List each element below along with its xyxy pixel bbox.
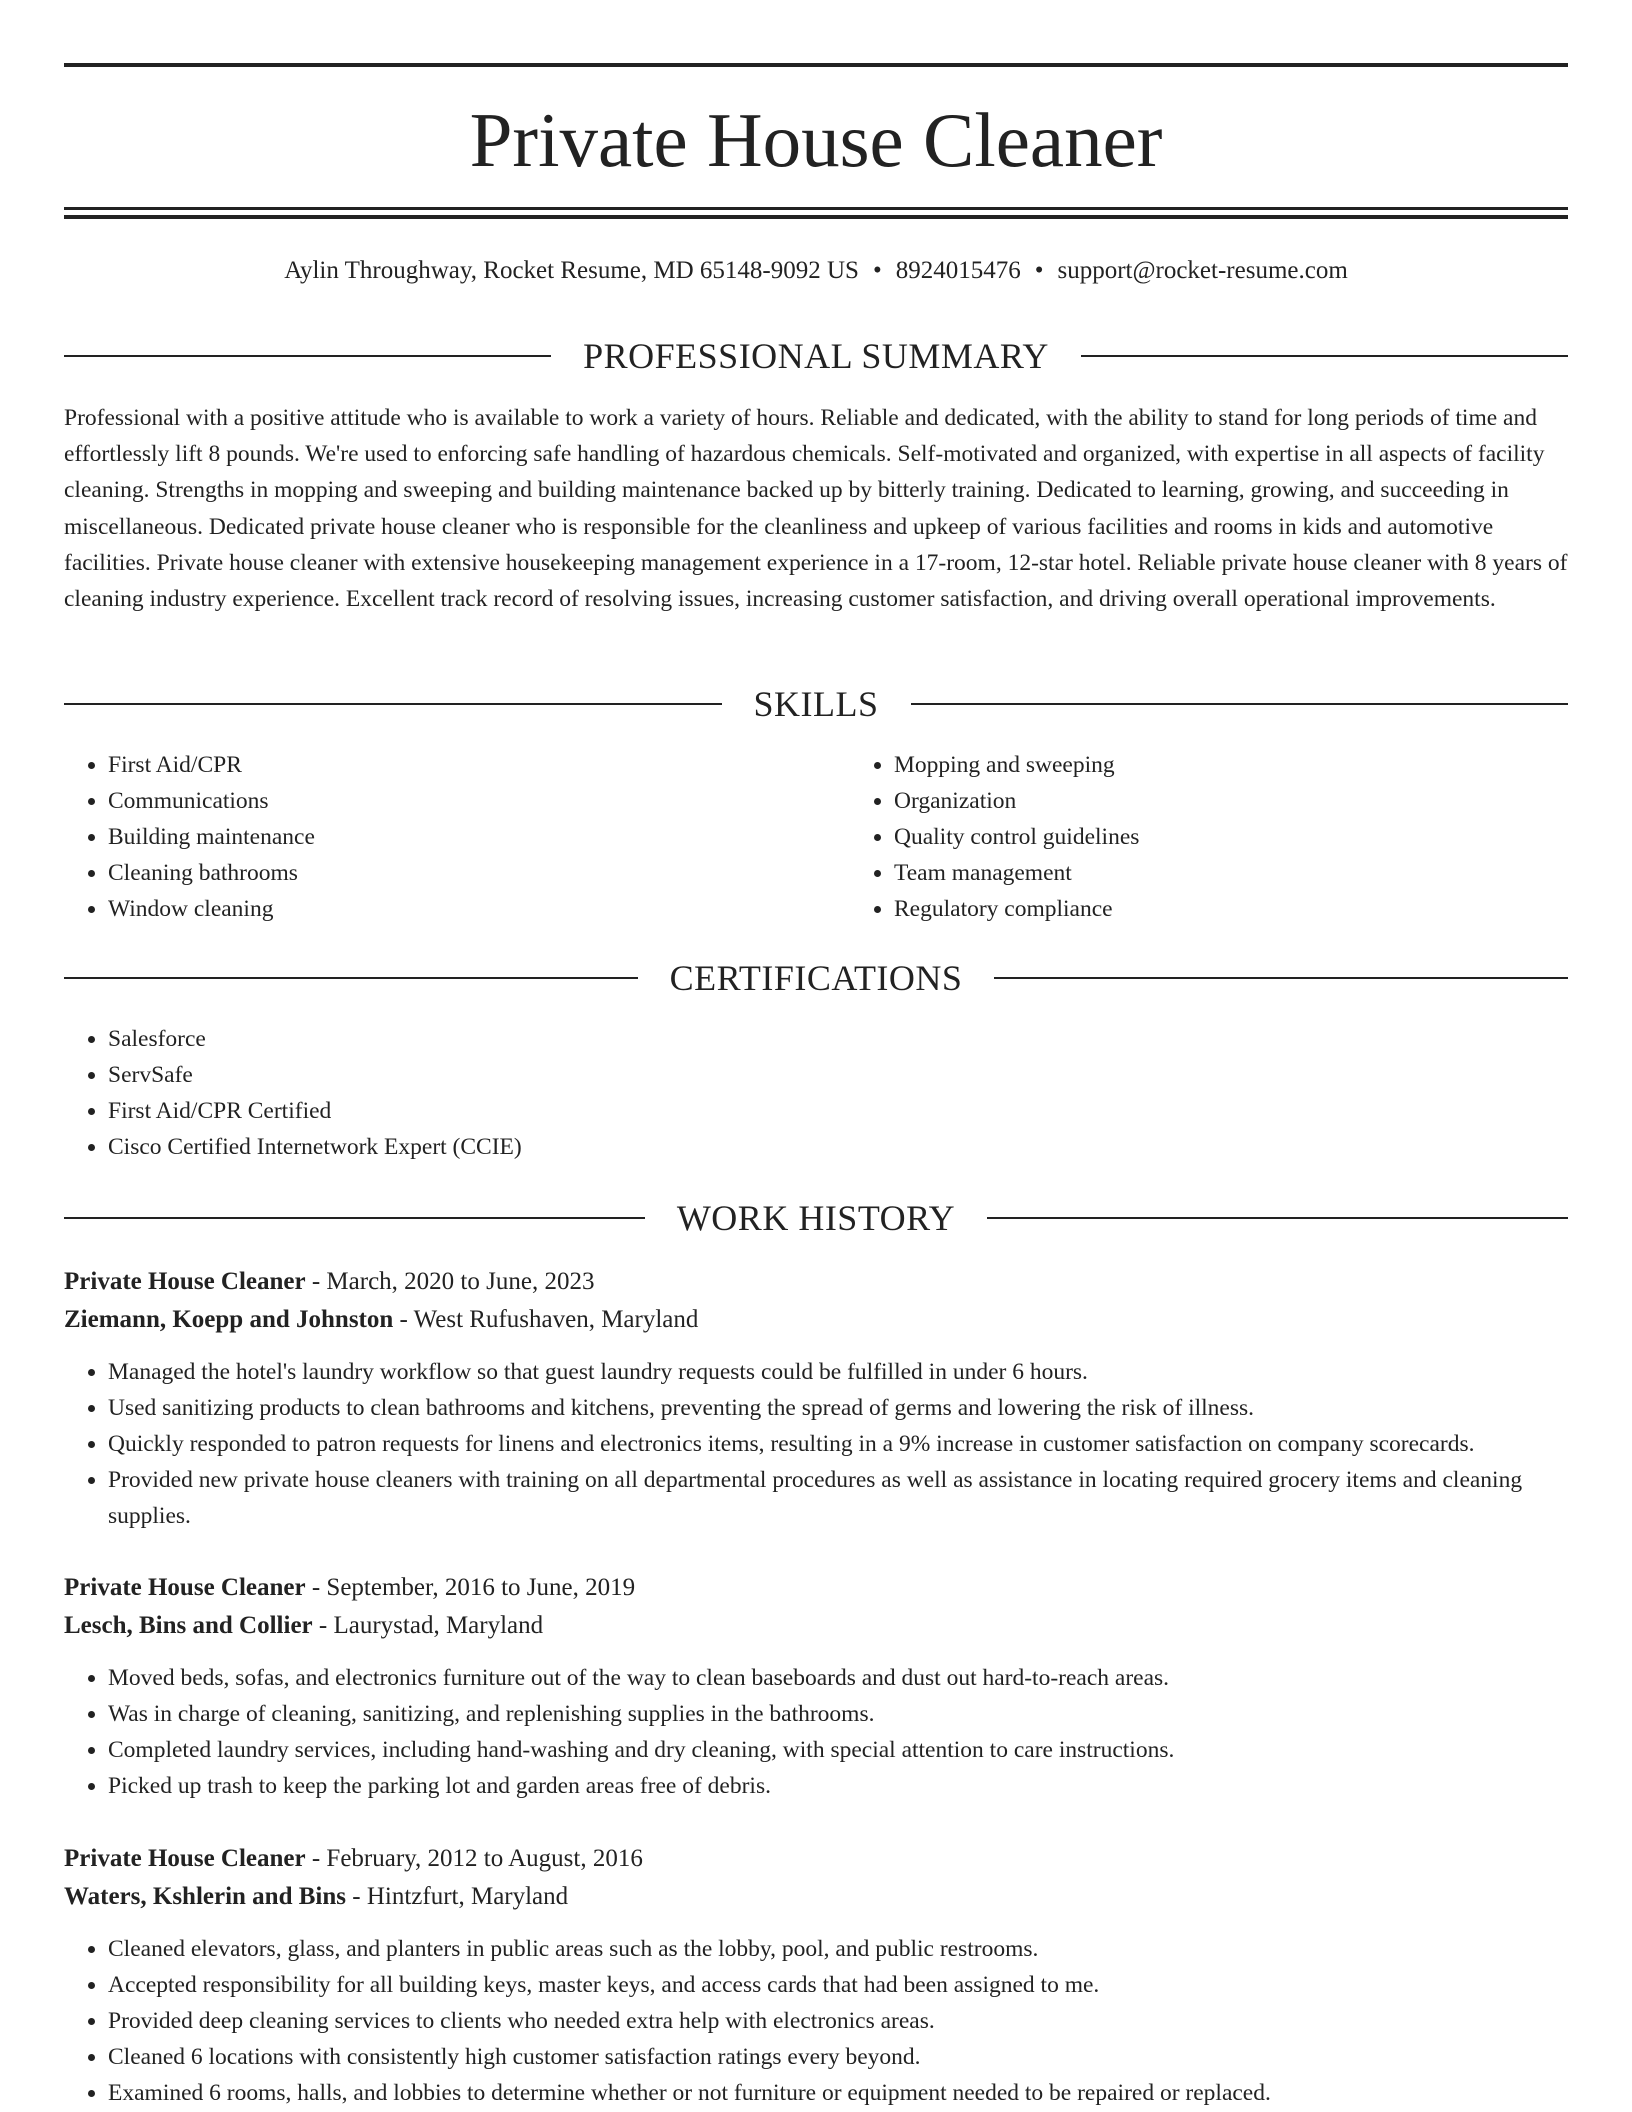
job-title: Private House Cleaner — [64, 1268, 306, 1295]
divider-line — [64, 703, 722, 705]
job-company-line — [64, 1607, 1568, 1645]
job-dates: - March, 2020 to June, 2023 — [305, 1268, 595, 1295]
job-duty: • Quickly responded to patron requests for linens and electronics items, resulting in a 9% increase in customer satisfaction on company scorecards. — [108, 1426, 1568, 1462]
job-title: Private House Cleaner — [64, 1845, 306, 1872]
job-entry — [64, 1569, 1568, 1804]
job-title: Private House Cleaner — [64, 1574, 306, 1601]
job-location: - Hintzfurt, Maryland — [346, 1883, 569, 1910]
job-duty: • Cleaned elevators, glass, and planters in public areas such as the lobby, pool, and public restrooms. — [108, 1931, 1568, 1967]
resume-page — [64, 0, 1568, 2106]
skill-item: • Window cleaning — [108, 891, 850, 927]
job-title-line — [64, 1569, 1568, 1607]
job-duty: • Managed the hotel's laundry workflow so that guest laundry requests could be fulfilled in under 6 hours. — [108, 1354, 1568, 1390]
job-location: - Laurystad, Maryland — [312, 1612, 544, 1639]
divider-line — [987, 1217, 1568, 1219]
title-double-rule — [64, 207, 1568, 219]
job-duties — [64, 1354, 1568, 1534]
job-company: Waters, Kshlerin and Bins — [64, 1883, 346, 1910]
job-entry — [64, 1840, 1568, 2111]
divider-line — [64, 977, 638, 979]
job-dates: - September, 2016 to June, 2019 — [305, 1574, 636, 1601]
job-title-line — [64, 1840, 1568, 1878]
divider-line — [994, 977, 1568, 979]
job-duty: • Cleaned 6 locations with consistently high customer satisfaction ratings every beyond. — [108, 2039, 1568, 2075]
skill-item: • Communications — [108, 783, 850, 819]
page-title: Private House Cleaner — [469, 97, 1163, 183]
job-duty: • Provided new private house cleaners with training on all departmental procedures as well as assistance in locating required grocery items and cleaning supplies. — [108, 1462, 1568, 1534]
divider-line — [911, 703, 1569, 705]
job-company-line — [64, 1301, 1568, 1339]
certification-item: • First Aid/CPR Certified — [108, 1093, 1568, 1129]
divider-line — [1081, 355, 1568, 357]
certifications-list — [64, 1021, 1568, 1165]
job-dates: - February, 2012 to August, 2016 — [305, 1845, 643, 1872]
job-duty: • Was in charge of cleaning, sanitizing, and replenishing supplies in the bathrooms. — [108, 1696, 1568, 1732]
certification-item: • Salesforce — [108, 1021, 1568, 1057]
job-duty: • Examined 6 rooms, halls, and lobbies to determine whether or not furniture or equipment needed to be repaired or replaced. — [108, 2075, 1568, 2111]
job-title-line — [64, 1263, 1568, 1301]
skill-item: • Team management — [894, 855, 1568, 891]
contact-phone: 8924015476 — [895, 257, 1021, 284]
top-rule — [64, 63, 1568, 67]
skill-item: • Building maintenance — [108, 819, 850, 855]
job-duty: • Used sanitizing products to clean bathrooms and kitchens, preventing the spread of germs and lowering the risk of illness. — [108, 1390, 1568, 1426]
skills-column-right — [850, 747, 1568, 927]
skill-item: • First Aid/CPR — [108, 747, 850, 783]
job-duty: • Picked up trash to keep the parking lot and garden areas free of debris. — [108, 1768, 1568, 1804]
summary-text: Professional with a positive attitude who is available to work a variety of hours. Reliable and dedicated, with the ability to stand for long periods of time and effortlessly lift 8 pounds. We're used to enforcing safe handling of hazardous chemicals. Self-motivated and organized, with expertise in all aspects of facility cleaning. Strengths in mopping and sweeping and building maintenance backed up by bitterly training. Dedicated to learning, growing, and succeeding in miscellaneous. Dedicated private house cleaner who is responsible for the cleanliness and upkeep of various facilities and rooms in kids and automotive facilities. Private house cleaner with extensive housekeeping management experience in a 17-room, 12-star hotel. Reliable private house cleaner with 8 years of cleaning industry experience. Excellent track record of resolving issues, increasing customer satisfaction, and driving overall operational improvements. — [64, 405, 1568, 613]
job-entry — [64, 1263, 1568, 1534]
divider-line — [64, 1217, 645, 1219]
skill-item: • Quality control guidelines — [894, 819, 1568, 855]
job-duty: • Provided deep cleaning services to clients who needed extra help with electronics areas. — [108, 2003, 1568, 2039]
job-company: Lesch, Bins and Collier — [64, 1612, 313, 1639]
contact-separator: • — [872, 257, 882, 284]
work-title: WORK HISTORY — [676, 1198, 956, 1238]
contact-separator: • — [1034, 257, 1044, 284]
skills-column-left — [64, 747, 850, 927]
job-location: - West Rufushaven, Maryland — [393, 1306, 699, 1333]
job-duty: • Moved beds, sofas, and electronics furniture out of the way to clean baseboards and dust out hard-to-reach areas. — [108, 1660, 1568, 1696]
summary-title: PROFESSIONAL SUMMARY — [583, 336, 1049, 376]
skill-item: • Mopping and sweeping — [894, 747, 1568, 783]
skill-item: • Organization — [894, 783, 1568, 819]
contact-line — [64, 255, 1568, 287]
skill-item: • Cleaning bathrooms — [108, 855, 850, 891]
work-heading — [64, 1196, 1568, 1240]
job-company-line — [64, 1878, 1568, 1916]
certifications-heading — [64, 956, 1568, 1000]
job-duty: • Accepted responsibility for all building keys, master keys, and access cards that had been assigned to me. — [108, 1967, 1568, 2003]
certifications-title: CERTIFICATIONS — [669, 958, 963, 998]
job-duty: • Completed laundry services, including hand-washing and dry cleaning, with special attention to care instructions. — [108, 1732, 1568, 1768]
skill-item: • Regulatory compliance — [894, 891, 1568, 927]
divider-line — [64, 355, 551, 357]
skills-heading — [64, 682, 1568, 726]
job-duties — [64, 1931, 1568, 2111]
skills-list — [64, 747, 1568, 927]
certification-item: • Cisco Certified Internetwork Expert (CCIE) — [108, 1129, 1568, 1165]
contact-email: support@rocket-resume.com — [1057, 257, 1348, 284]
job-company: Ziemann, Koepp and Johnston — [64, 1306, 394, 1333]
contact-address: Aylin Throughway, Rocket Resume, MD 65148-9092 US — [284, 257, 859, 284]
summary-heading — [64, 334, 1568, 378]
job-duties — [64, 1660, 1568, 1804]
skills-title: SKILLS — [753, 684, 879, 724]
certification-item: • ServSafe — [108, 1057, 1568, 1093]
